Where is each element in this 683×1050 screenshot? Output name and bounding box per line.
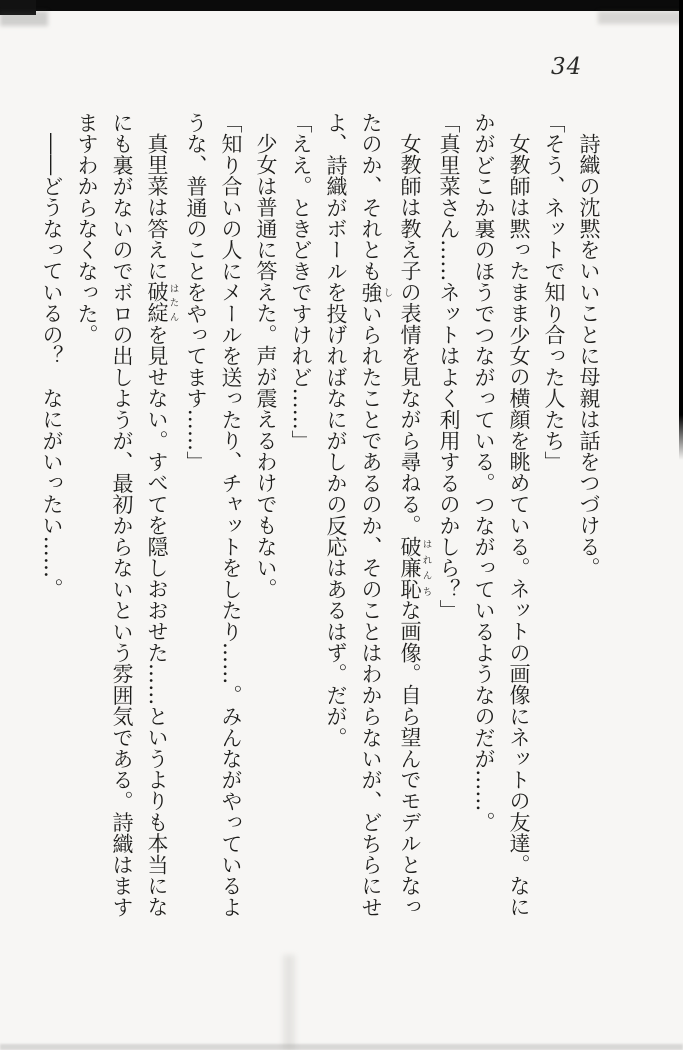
text-line: かがどこか裏のほうでつながっている。つながっているようなのだが……。 (472, 112, 496, 833)
furigana-ruby: 強し (359, 281, 393, 303)
text-line: ますわからなくなった。 (75, 112, 99, 346)
scan-edge-right (679, 0, 683, 460)
text-line: 「そう、ネットで知り合った人たち」 (542, 112, 566, 473)
scan-smudge-left (0, 11, 48, 26)
page-number: 34 (551, 54, 583, 80)
text-line: にも裏がないのでボロの出しようが、最初からないという雰囲気である。詩織はます (110, 112, 134, 918)
text-line: 少女は普通に答えた。声が震えるわけでもない。 (254, 133, 278, 600)
text-line: 詩織の沈黙をいいことに母親は話をつづける。 (577, 133, 601, 579)
furigana-ruby: 破綻はたん (145, 281, 179, 324)
text-line: うな、普通のことをやってます……」 (184, 112, 208, 473)
scan-edge-bottom (0, 1044, 683, 1050)
text-line: 「ええ。ときどきですけれど……」 (289, 112, 313, 452)
scan-smudge-right (598, 11, 683, 24)
furigana-ruby: 破廉恥はれんち (398, 535, 432, 600)
text-line: ――どうなっているの？ なにがいったい……。 (40, 133, 64, 600)
scan-edge-top (0, 0, 683, 11)
text-line: 真里菜は答えに破綻はたんを見せない。すべてを隠しおおせた……というよりも本当にな (145, 133, 179, 918)
text-line: たのか、それとも強しいられたことであるのか、そのことはわからないが、どちらにせ (359, 112, 393, 918)
text-line: 女教師は教え子の表情を見ながら尋ねる。破廉恥はれんちな画像。自ら望んでモデルとなっ (398, 133, 432, 918)
text-line: よ、詩織がボールを投げればなにがしかの反応はあるはず。だが。 (324, 112, 348, 748)
text-columns (34, 112, 606, 924)
scan-streak-bottom (283, 955, 295, 1050)
text-line: 「知り合いの人にメールを送ったり、チャットをしたり……。みんながやっているよ (219, 112, 243, 918)
text-line: 女教師は黙ったまま少女の横顔を眺めている。ネットの画像にネットの友達。なに (507, 133, 531, 918)
text-line: 「真里菜さん……ネットはよく利用するのかしら？」 (437, 112, 461, 621)
